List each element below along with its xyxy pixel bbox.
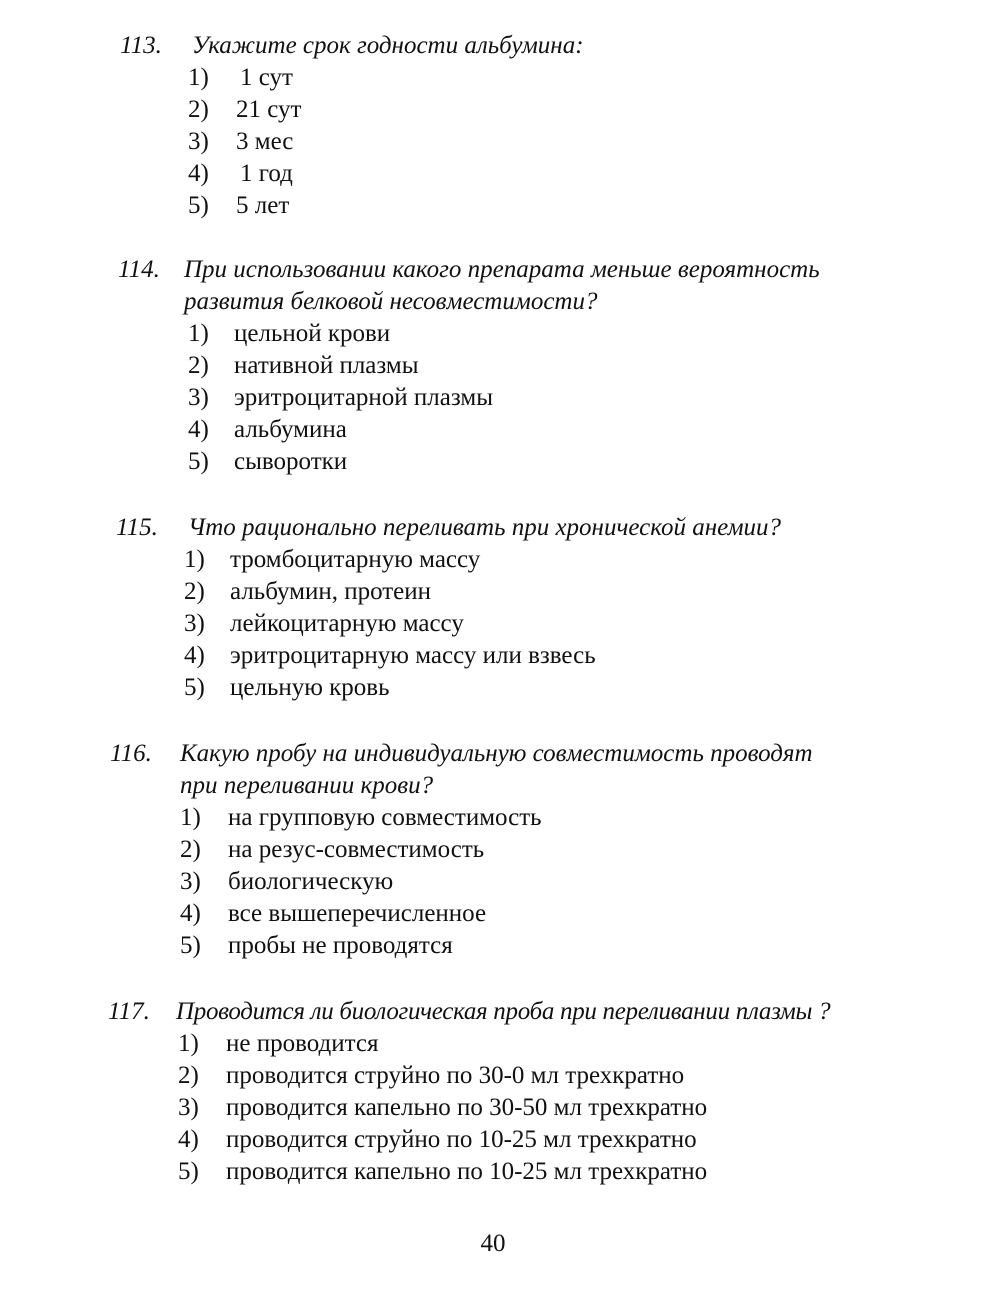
question-number: 117. [108, 998, 150, 1025]
option-text: 1 год [240, 160, 293, 187]
option-number: 3) [180, 868, 201, 895]
option-text: пробы не проводятся [228, 932, 453, 959]
option-number: 5) [188, 192, 209, 219]
option-number: 2) [188, 352, 209, 379]
option-text: эритроцитарной плазмы [234, 384, 494, 411]
option-number: 4) [188, 160, 209, 187]
option-text: все вышеперечисленное [228, 900, 487, 927]
option-text: нативной плазмы [234, 352, 419, 379]
option-text: проводится капельно по 30-50 мл трехкратно [226, 1094, 708, 1121]
option-text: альбумина [234, 416, 347, 443]
option-number: 5) [188, 448, 209, 475]
option-text: 1 сут [240, 64, 293, 91]
option-number: 3) [184, 610, 205, 637]
option-text: тромбоцитарную массу [230, 546, 481, 573]
option-number: 3) [188, 384, 209, 411]
question-text: Укажите срок годности альбумина: [192, 32, 584, 59]
option-number: 1) [180, 804, 201, 831]
option-number: 5) [180, 932, 201, 959]
option-text: лейкоцитарную массу [230, 610, 464, 637]
option-number: 2) [178, 1062, 199, 1089]
option-text: альбумин, протеин [230, 578, 432, 605]
option-number: 2) [184, 578, 205, 605]
option-number: 4) [180, 900, 201, 927]
option-number: 2) [188, 96, 209, 123]
option-text: 3 мес [236, 128, 294, 155]
option-number: 5) [184, 674, 205, 701]
option-number: 1) [188, 320, 209, 347]
question-text: Проводится ли биологическая проба при переливании плазмы ? [176, 998, 831, 1025]
option-number: 1) [188, 64, 209, 91]
option-number: 3) [178, 1094, 199, 1121]
option-number: 4) [184, 642, 205, 669]
option-text: на групповую совместимость [228, 804, 542, 831]
option-text: цельную кровь [230, 674, 390, 701]
question-number: 116. [110, 740, 152, 767]
option-number: 2) [180, 836, 201, 863]
question-number: 114. [118, 256, 160, 283]
option-number: 5) [178, 1158, 199, 1185]
option-text: не проводится [226, 1030, 379, 1057]
option-number: 3) [188, 128, 209, 155]
page-number: 40 [480, 1230, 506, 1257]
option-number: 1) [184, 546, 205, 573]
option-text: биологическую [228, 868, 394, 895]
option-text: 21 сут [236, 96, 302, 123]
option-text: проводится капельно по 10-25 мл трехкратно [226, 1158, 708, 1185]
option-text: эритроцитарную массу или взвесь [230, 642, 596, 669]
option-number: 1) [178, 1030, 199, 1057]
option-number: 4) [178, 1126, 199, 1153]
option-number: 4) [188, 416, 209, 443]
option-text: сыворотки [234, 448, 348, 475]
question-number: 113. [120, 32, 162, 59]
question-number: 115. [116, 514, 158, 541]
question-text: Что рационально переливать при хронической анемии? [188, 514, 782, 541]
option-text: на резус-совместимость [228, 836, 485, 863]
question-text: Какую пробу на индивидуальную совместимость проводят при переливании крови? [180, 740, 813, 799]
option-text: проводится струйно по 30-0 мл трехкратно [226, 1062, 685, 1089]
option-text: 5 лет [236, 192, 290, 219]
question-text: При использовании какого препарата меньше вероятность развития белковой несовместимости? [184, 256, 820, 315]
option-text: цельной крови [234, 320, 391, 347]
option-text: проводится струйно по 10-25 мл трехкратно [226, 1126, 697, 1153]
